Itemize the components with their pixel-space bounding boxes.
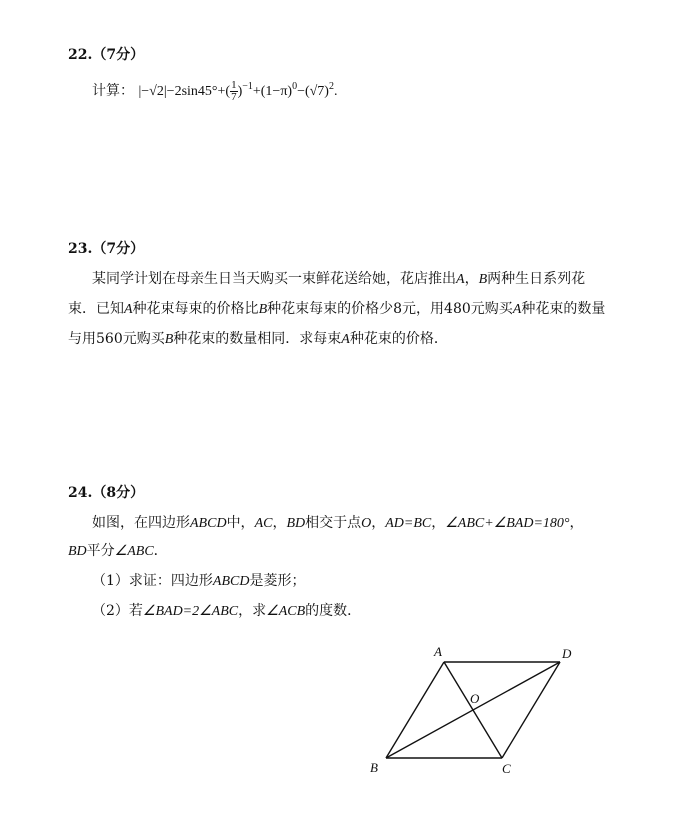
q23-text: 种花束的数量 — [521, 301, 606, 317]
var-a: A — [124, 302, 133, 317]
q23-text: ， — [464, 271, 479, 287]
q24-part1-text: 是菱形； — [249, 573, 306, 589]
q24-text: 中， — [226, 515, 255, 531]
exponent-neg-one: −1 — [242, 81, 253, 92]
q23-points: .（7分） — [87, 241, 145, 257]
segment-bd: BD — [68, 544, 87, 559]
q22-header — [68, 44, 144, 64]
q24-line-1 — [92, 512, 584, 532]
period: . — [333, 84, 338, 99]
exponent-two: 2 — [328, 81, 334, 92]
fraction-numerator: 1 — [231, 79, 237, 92]
label-d: D — [562, 646, 572, 661]
abs-bar-right: | — [163, 84, 167, 99]
angle-acb: ∠ACB — [266, 604, 306, 619]
fraction-denominator: 7 — [231, 91, 237, 104]
q24-text: 平分 — [86, 543, 115, 559]
var-b: B — [478, 272, 488, 287]
q24-header — [68, 482, 144, 502]
close-paren: ) — [237, 84, 243, 99]
q23-text: 种花束每束的价格比 — [132, 301, 259, 317]
diagonal-bd — [386, 662, 560, 758]
sin-term: −2sin45°+( — [166, 84, 231, 99]
q23-text: 束．已知 — [68, 301, 124, 317]
q24-part-1 — [92, 570, 305, 590]
q23-line-1 — [92, 268, 585, 288]
label-c: C — [502, 761, 511, 776]
abs-bar-left: | — [138, 84, 142, 99]
equation-bad-2abc: ∠BAD=2∠ABC — [142, 604, 239, 619]
q24-text: 如图，在四边形 — [92, 515, 190, 531]
exponent-zero: 0 — [292, 81, 298, 92]
q23-text: 与用560元购买 — [68, 331, 165, 347]
q24-part2-text: ，求 — [238, 603, 267, 619]
q22-number: 22 — [68, 47, 88, 63]
q23-text: 两种生日系列花 — [487, 271, 586, 287]
q24-text: ， — [569, 515, 584, 531]
label-a: A — [434, 644, 442, 659]
var-b: B — [164, 332, 174, 347]
q22-expression — [138, 79, 338, 104]
q22-label: 计算： — [92, 83, 134, 99]
q23-line-3 — [68, 328, 448, 348]
var-a: A — [341, 332, 350, 347]
label-b: B — [370, 760, 378, 775]
q22-points: .（7分） — [87, 47, 145, 63]
equation-angle-sum: ∠ABC+∠BAD=180° — [445, 516, 570, 531]
q23-text: 种花束的数量相同．求每束 — [173, 331, 342, 347]
sqrt7-term: −(√7) — [297, 84, 329, 99]
segment-bd: BD — [286, 516, 306, 531]
q24-text: 相交于点 — [305, 515, 362, 531]
q24-part1-text: （1）求证：四边形 — [92, 573, 213, 589]
var-a: A — [456, 272, 465, 287]
q23-line-2 — [68, 298, 605, 318]
q23-text: 某同学计划在母亲生日当天购买一束鲜花送给她，花店推出 — [92, 271, 456, 287]
q24-points: .（8分） — [87, 485, 145, 501]
label-o: O — [470, 691, 480, 706]
pi-term: +(1−π) — [252, 84, 293, 99]
var-b: B — [258, 302, 268, 317]
fraction-one-seventh — [230, 80, 238, 103]
q24-number: 24 — [68, 485, 88, 501]
q24-text: ， — [431, 515, 446, 531]
q24-line-2 — [68, 540, 168, 560]
sqrt-2: √2 — [149, 84, 164, 99]
minus-sign: − — [141, 84, 150, 99]
point-o: O — [361, 516, 372, 531]
q22-expression-line — [92, 80, 337, 103]
q24-part2-text: 的度数． — [305, 603, 362, 619]
q24-part-2 — [92, 600, 361, 620]
equation-ad-bc: AD=BC — [385, 516, 432, 531]
side-ab — [386, 662, 444, 758]
q23-header — [68, 238, 144, 258]
rhombus-figure — [360, 640, 600, 780]
segment-ac: AC — [254, 516, 273, 531]
q23-text: 种花束每束的价格少8元，用480元购买 — [267, 301, 513, 317]
q24-text: ． — [153, 543, 168, 559]
q24-part2-text: （2）若 — [92, 603, 143, 619]
quad-abcd: ABCD — [212, 574, 250, 589]
side-cd — [502, 662, 560, 758]
q23-number: 23 — [68, 241, 88, 257]
q24-text: ， — [272, 515, 287, 531]
var-a: A — [512, 302, 522, 317]
q24-text: ， — [371, 515, 386, 531]
quad-abcd: ABCD — [190, 516, 227, 531]
q23-text: 种花束的价格． — [349, 331, 448, 347]
angle-abc: ∠ABC — [114, 544, 154, 559]
